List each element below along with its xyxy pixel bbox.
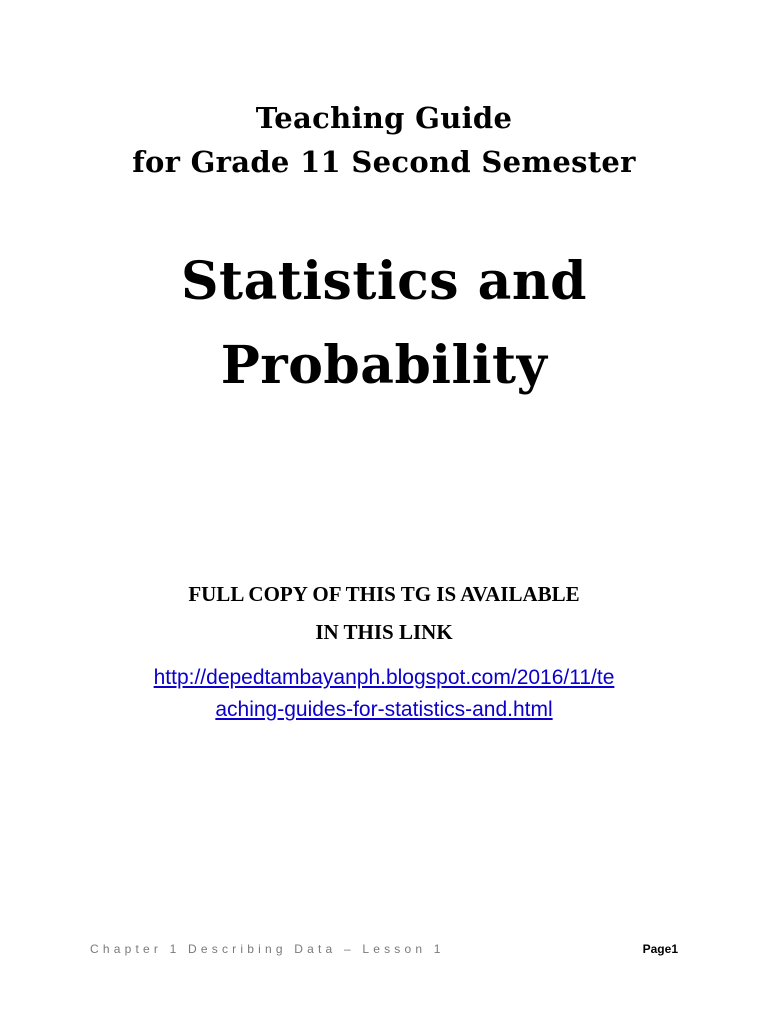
download-link[interactable] bbox=[0, 662, 768, 726]
download-link-line-2[interactable]: aching-guides-for-statistics-and.html bbox=[215, 698, 553, 721]
subject-title-line-2: Probability bbox=[220, 335, 548, 396]
footer-page-number bbox=[643, 942, 678, 956]
subject-title bbox=[0, 240, 768, 408]
subject-title-line-1: Statistics and bbox=[181, 251, 587, 312]
footer-page-value: 1 bbox=[671, 942, 678, 956]
notice-line-1: FULL COPY OF THIS TG IS AVAILABLE bbox=[188, 582, 580, 606]
footer-page-label: Page bbox=[642, 942, 672, 956]
notice-line-2: IN THIS LINK bbox=[315, 620, 453, 644]
footer-chapter-label: Chapter 1 Describing Data – Lesson 1 bbox=[90, 942, 445, 956]
guide-title-line-1: Teaching Guide bbox=[255, 101, 513, 135]
download-link-line-1[interactable]: http://depedtambayanph.blogspot.com/2016/11/te bbox=[153, 666, 615, 689]
availability-notice bbox=[0, 575, 768, 651]
guide-title-line-2: for Grade 11 Second Semester bbox=[132, 145, 636, 179]
guide-title bbox=[0, 96, 768, 184]
